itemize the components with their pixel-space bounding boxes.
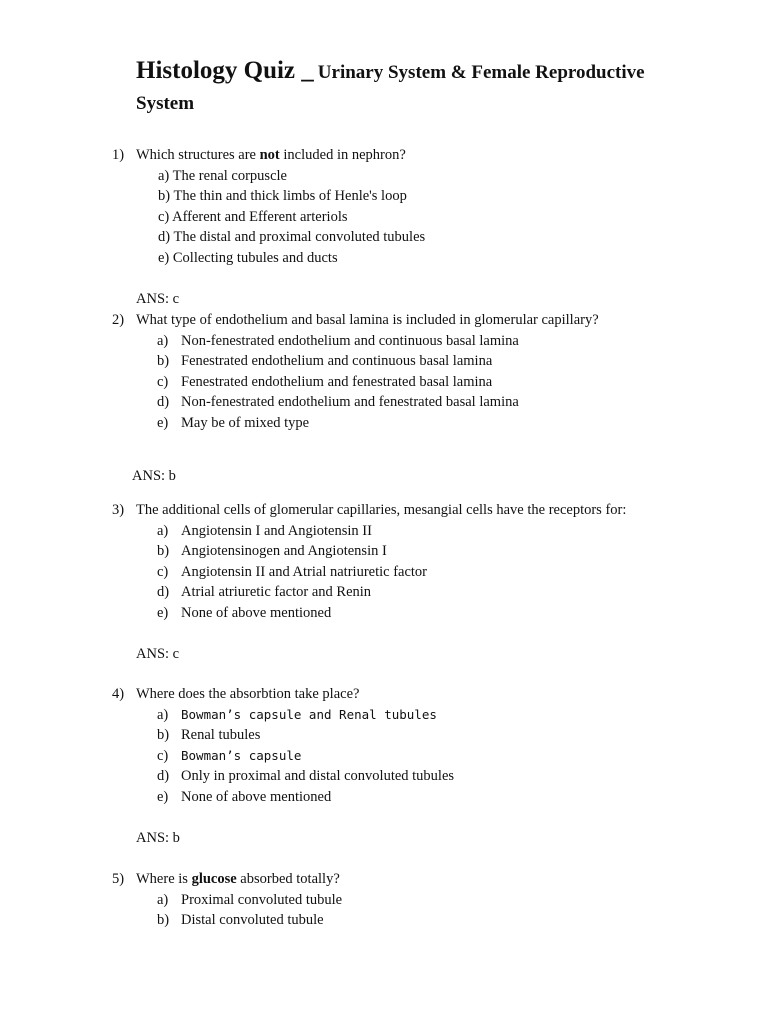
option-d: d) Non-fenestrated endothelium and fenestrated basal lamina xyxy=(157,394,519,411)
question-2 xyxy=(112,310,732,434)
option-b: b) Distal convoluted tubule xyxy=(157,912,324,929)
option-a: a) Proximal convoluted tubule xyxy=(157,891,343,908)
option-a: a) Bowman’s capsule and Renal tubules xyxy=(157,706,437,723)
question-3 xyxy=(112,500,732,624)
option-c: c) Angiotensin II and Atrial natriuretic factor xyxy=(157,563,428,580)
question-number: 3) xyxy=(112,502,125,518)
option-d: d) Atrial atriuretic factor and Renin xyxy=(157,584,372,601)
option-b: b) The thin and thick limbs of Henle's loop xyxy=(158,188,407,205)
answer-2: ANS: b xyxy=(132,468,176,484)
question-number: 5) xyxy=(112,871,125,887)
option-b: b) Angiotensinogen and Angiotensin I xyxy=(157,543,387,560)
question-3-stem: 3) The additional cells of glomerular capillaries, mesangial cells have the receptors for: xyxy=(112,500,732,521)
option-d: d) The distal and proximal convoluted tubules xyxy=(158,229,426,246)
question-number: 4) xyxy=(112,686,125,702)
option-b: b) Fenestrated endothelium and continuous basal lamina xyxy=(157,353,493,370)
option-c: c) Bowman’s capsule xyxy=(157,747,302,764)
question-4 xyxy=(112,684,732,808)
question-2-stem: 2) What type of endothelium and basal lamina is included in glomerular capillary? xyxy=(112,310,732,331)
question-5 xyxy=(112,869,732,931)
option-e: e) None of above mentioned xyxy=(157,604,332,621)
answer-3: ANS: c xyxy=(136,646,180,662)
emphasis-not: not xyxy=(259,147,280,163)
question-number: 1) xyxy=(112,147,125,163)
title-subtitle: Urinary System & Female Reproductive System xyxy=(136,62,645,114)
question-4-stem: 4) Where does the absorbtion take place? xyxy=(112,684,732,705)
option-a: a) The renal corpuscle xyxy=(158,167,287,184)
answer-4: ANS: b xyxy=(136,830,180,846)
option-c: c) Afferent and Efferent arteriols xyxy=(158,208,348,225)
page-title xyxy=(136,56,696,120)
title-main: Histology Quiz _ xyxy=(136,57,314,84)
option-d: d) Only in proximal and distal convoluted tubules xyxy=(157,768,455,785)
question-number: 2) xyxy=(112,312,125,328)
question-1 xyxy=(112,145,732,269)
option-e: e) Collecting tubules and ducts xyxy=(158,249,338,266)
question-1-stem: 1) Which structures are not included in nephron? xyxy=(112,145,732,166)
emphasis-glucose: glucose xyxy=(191,871,237,887)
option-c: c) Fenestrated endothelium and fenestrated basal lamina xyxy=(157,373,493,390)
option-a: a) Angiotensin I and Angiotensin II xyxy=(157,522,372,539)
answer-1: ANS: c xyxy=(136,291,180,307)
option-e: e) None of above mentioned xyxy=(157,788,332,805)
question-5-stem: 5) Where is glucose absorbed totally? xyxy=(112,869,732,890)
option-b: b) Renal tubules xyxy=(157,727,261,744)
option-e: e) May be of mixed type xyxy=(157,414,310,431)
option-a: a) Non-fenestrated endothelium and continuous basal lamina xyxy=(157,332,519,349)
